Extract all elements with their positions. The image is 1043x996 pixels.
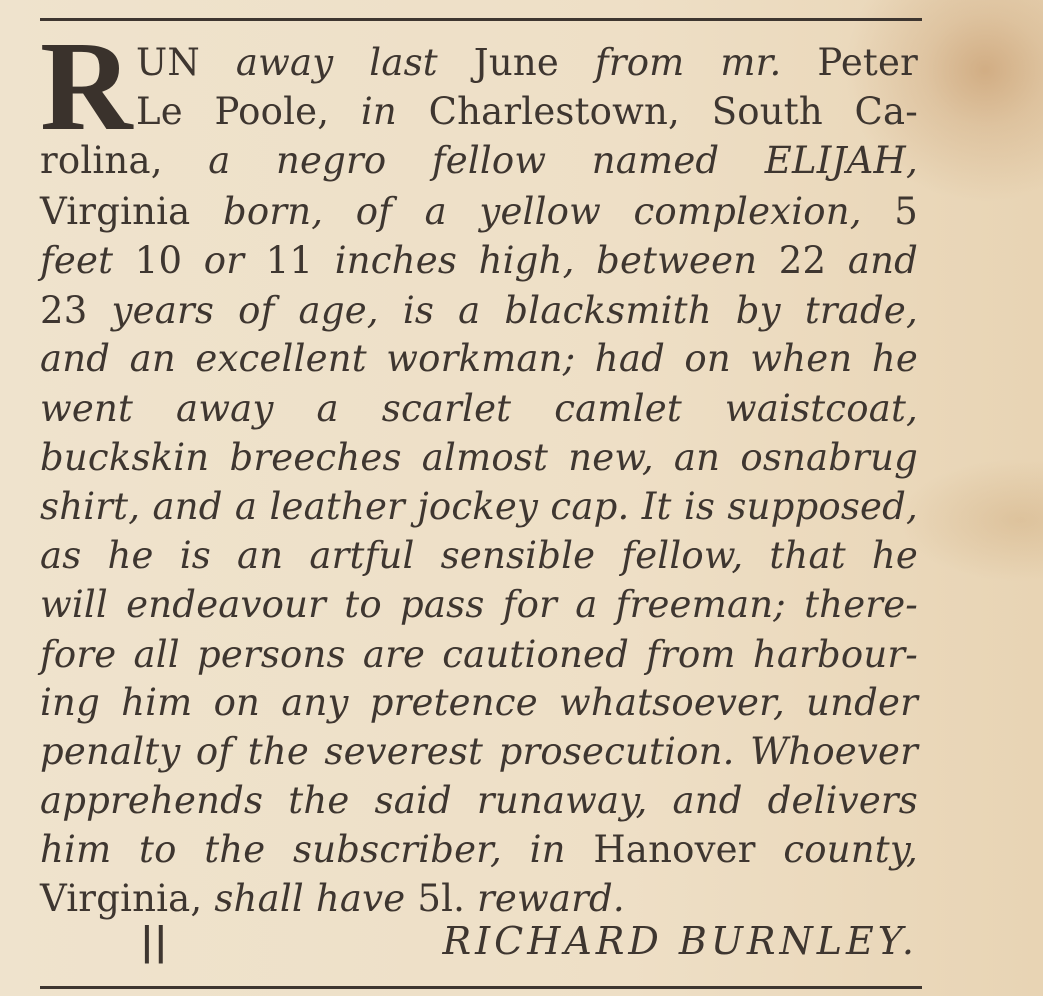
ad-line-10: shirt, and a leather jockey cap. It is supposed, (40, 485, 918, 528)
signature: RICHARD BURNLEY. (442, 919, 918, 963)
ad-line-9: buckskin breeches almost new, an osnabrug (40, 436, 918, 479)
ad-line-2: Le Poole, in Charlestown, South Ca- (136, 90, 918, 133)
ad-line-1: UN away last June from mr. Peter (136, 41, 918, 84)
parallel-marks: || (140, 918, 168, 963)
ad-line-18: Virginia, shall have 5l. reward. (40, 877, 625, 920)
drop-cap: R (40, 15, 133, 157)
ad-line-15: penalty of the severest prosecution. Whoever (40, 730, 918, 773)
ad-line-16: apprehends the said runaway, and delivers (40, 779, 918, 822)
ad-line-12: will endeavour to pass for a freeman; there- (40, 583, 918, 626)
ad-line-13: fore all persons are cautioned from harbour- (40, 633, 918, 676)
ad-line-11: as he is an artful sensible fellow, that he (40, 534, 918, 577)
top-rule (40, 18, 922, 21)
ad-line-5: feet 10 or 11 inches high, between 22 and (40, 239, 919, 282)
ad-line-8: went away a scarlet camlet waistcoat, (40, 387, 918, 430)
ad-line-7: and an excellent workman; had on when he (40, 337, 918, 380)
ad-line-17: him to the subscriber, in Hanover county, (40, 828, 919, 871)
bottom-rule (40, 986, 922, 989)
ad-line-14: ing him on any pretence whatsoever, under (40, 681, 918, 724)
ad-line-3: rolina, a negro fellow named ELIJAH, (40, 139, 918, 182)
ad-line-4: Virginia born, of a yellow complexion, 5 (40, 190, 918, 233)
ad-line-6: 23 years of age, is a blacksmith by trade, (40, 289, 918, 332)
